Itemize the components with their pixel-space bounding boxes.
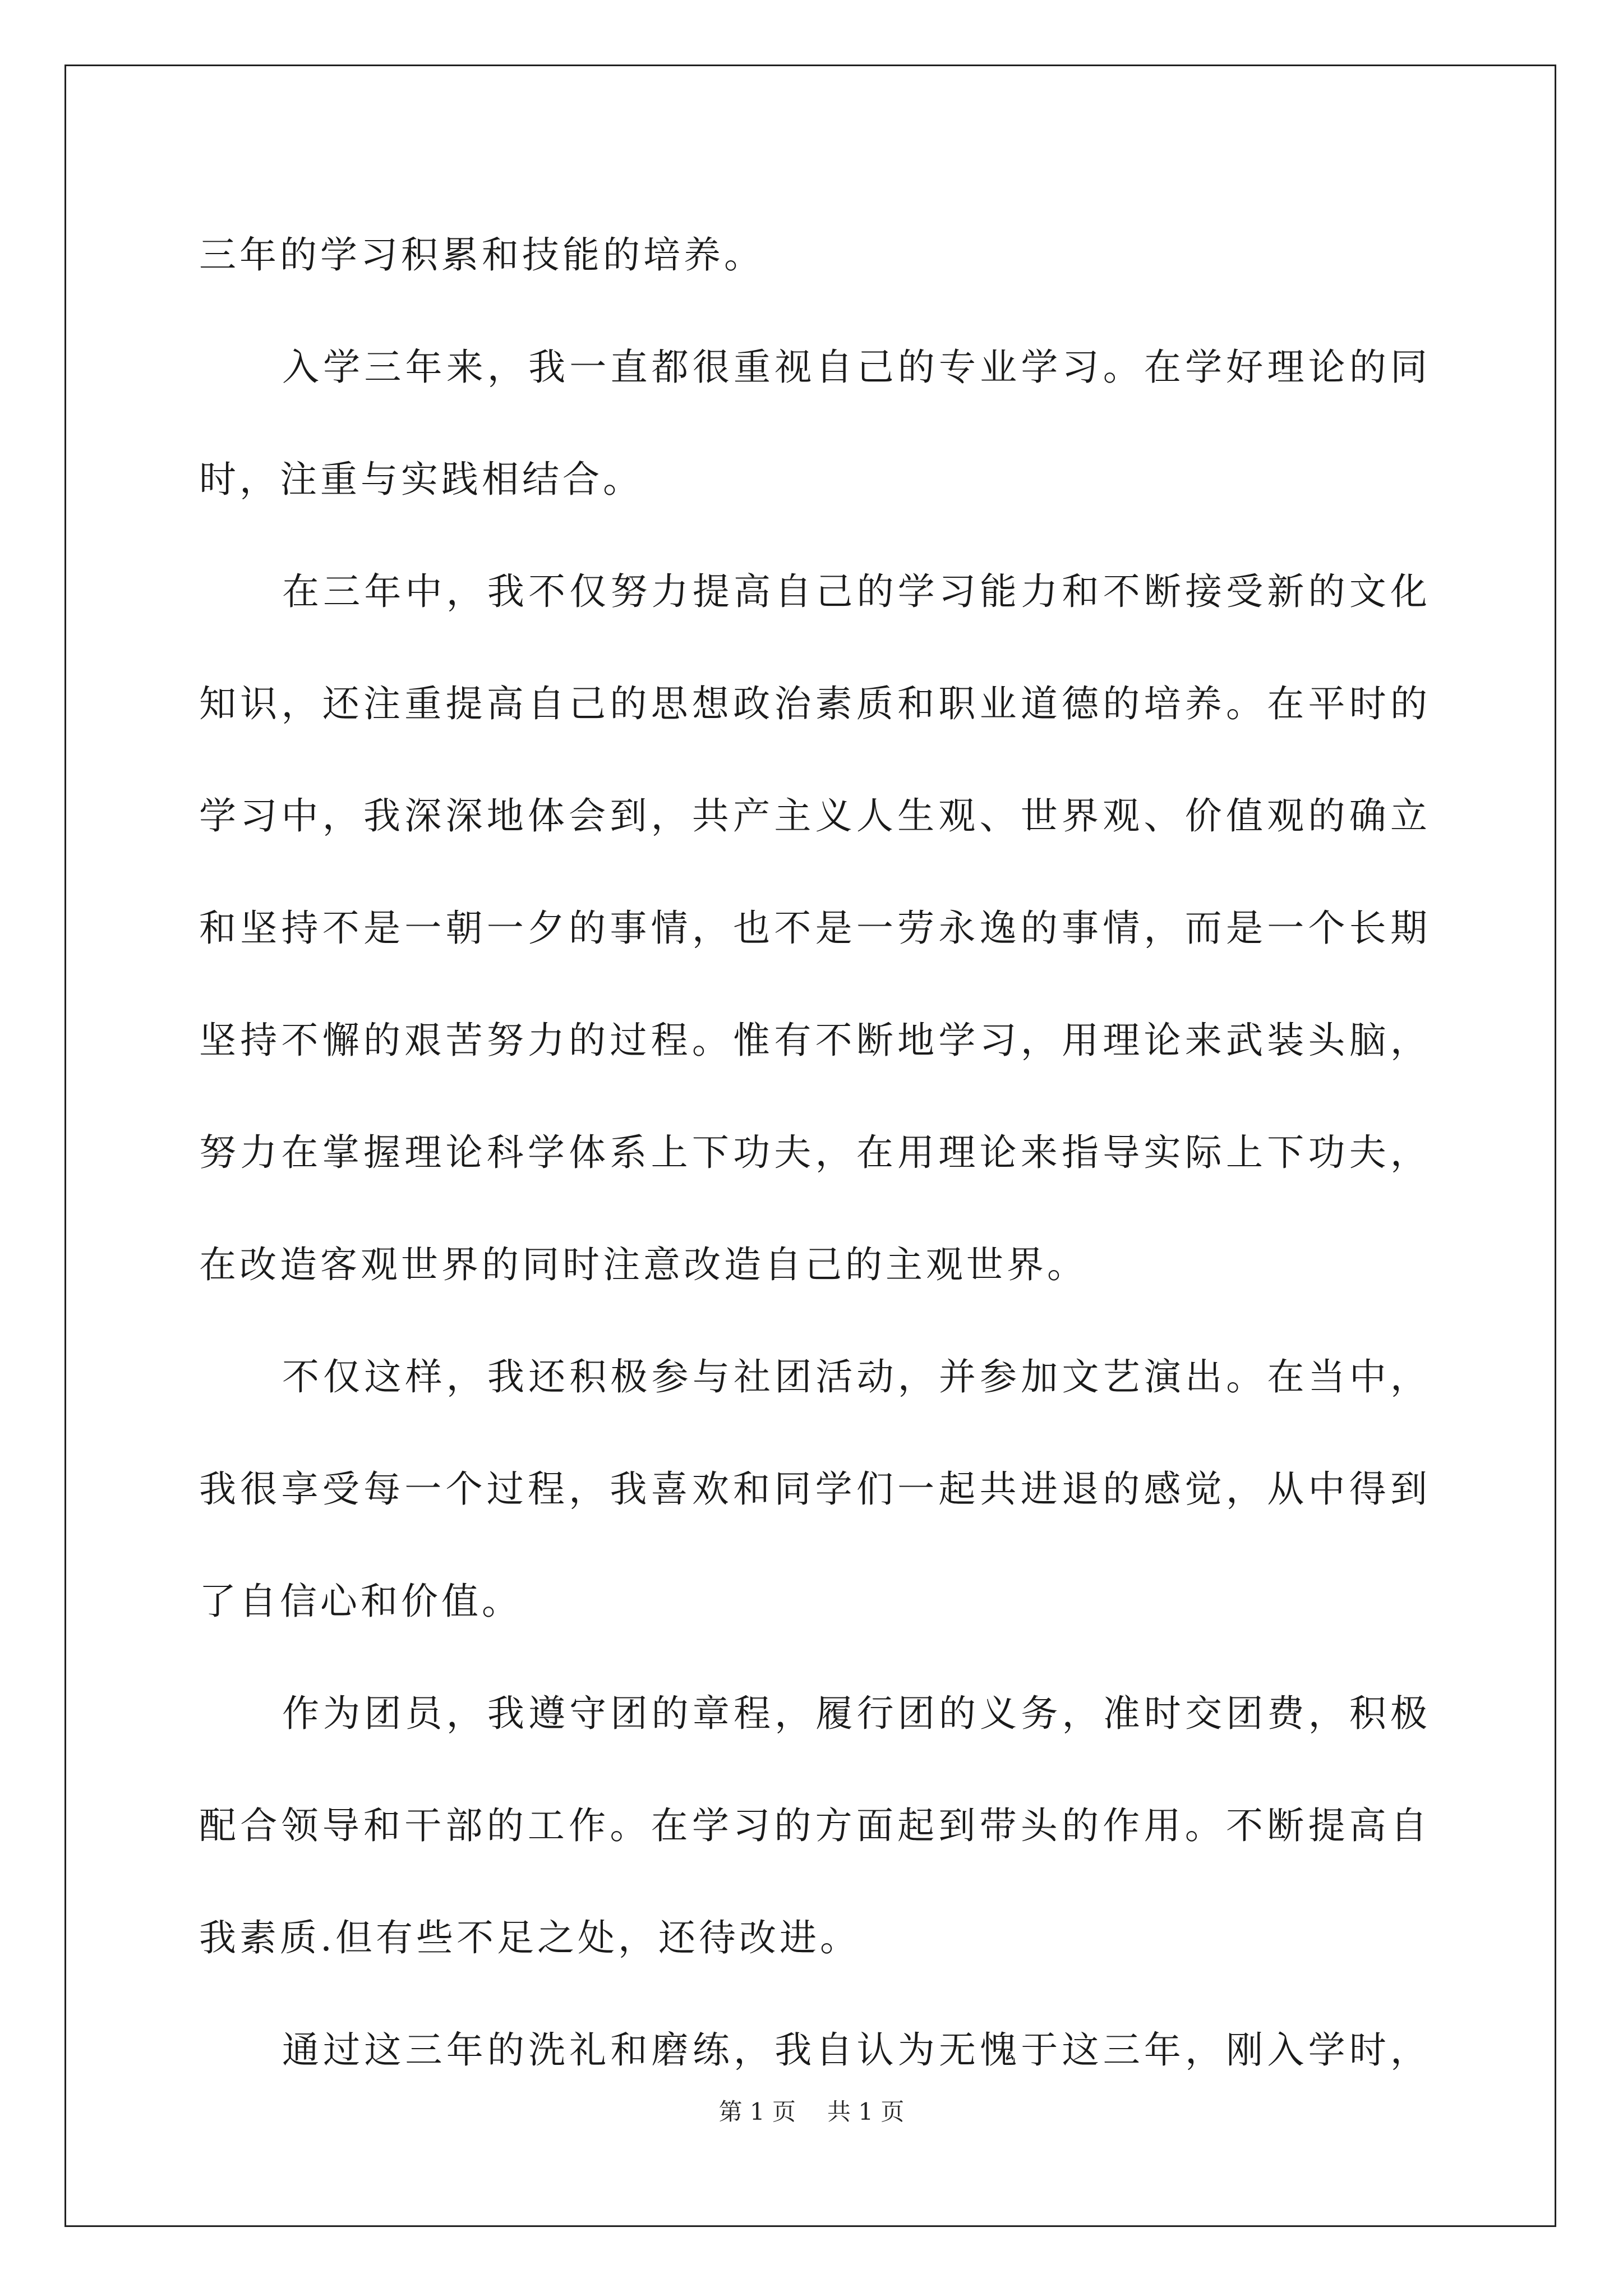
text-line: 我很享受每一个过程，我喜欢和同学们一起共进退的感觉，从中得到: [199, 1467, 1427, 1511]
text-line: 在三年中，我不仅努力提高自己的学习能力和不断接受新的文化: [282, 570, 1427, 613]
text-line: 和坚持不是一朝一夕的事情，也不是一劳永逸的事情，而是一个长期: [199, 907, 1427, 950]
text-line: 不仅这样，我还积极参与社团活动，并参加文艺演出。在当中，: [282, 1355, 1427, 1398]
text-line: 三年的学习积累和技能的培养。: [199, 233, 764, 277]
text-line: 时，注重与实践相结合。: [199, 458, 643, 501]
text-line: 坚持不懈的艰苦努力的过程。惟有不断地学习，用理论来武装头脑，: [199, 1019, 1427, 1062]
text-line: 知识，还注重提高自己的思想政治素质和职业道德的培养。在平时的: [199, 682, 1427, 725]
text-line: 努力在掌握理论科学体系上下功夫，在用理论来指导实际上下功夫，: [199, 1131, 1427, 1174]
document-body: [199, 199, 1427, 2106]
page-total: 共 1 页: [827, 2098, 905, 2125]
text-line: 在改造客观世界的同时注意改造自己的主观世界。: [199, 1243, 1087, 1286]
text-line: 入学三年来，我一直都很重视自己的专业学习。在学好理论的同: [282, 346, 1427, 389]
text-line: 作为团员，我遵守团的章程，履行团的义务，准时交团费，积极: [282, 1692, 1427, 1735]
text-line: 学习中，我深深地体会到，共产主义人生观、世界观、价值观的确立: [199, 794, 1427, 838]
text-line: 通过这三年的洗礼和磨练，我自认为无愧于这三年，刚入学时，: [282, 2028, 1427, 2072]
text-line: 了自信心和价值。: [199, 1580, 522, 1623]
page-footer: [0, 2095, 1623, 2129]
page-number: 第 1 页: [718, 2098, 796, 2125]
text-line: 配合领导和干部的工作。在学习的方面起到带头的作用。不断提高自: [199, 1804, 1427, 1847]
text-line: 我素质.但有些不足之处，还待改进。: [199, 1916, 860, 1959]
